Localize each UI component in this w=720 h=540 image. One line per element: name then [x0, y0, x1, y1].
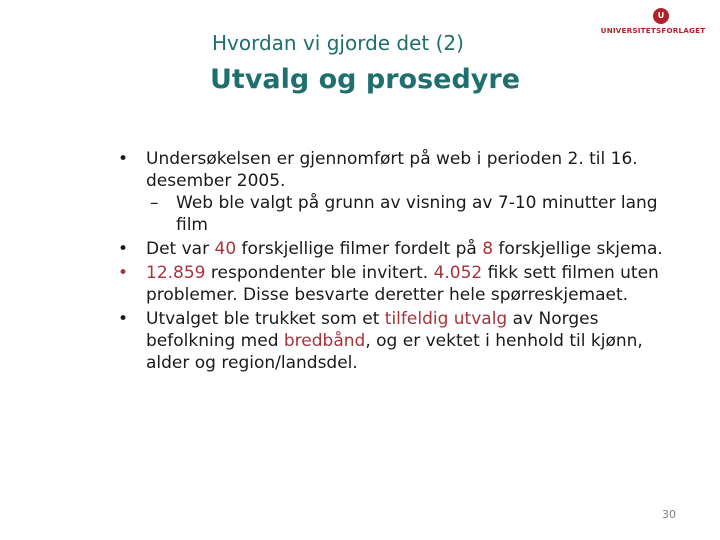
bullet-marker: •: [118, 149, 129, 169]
highlight-phrase: bredbånd: [283, 331, 366, 351]
bullet-text: 12.859 respondenter ble invitert. 4.052 fikk sett filmen uten problemer. Disse besvarte deretter hele spørreskjemaet.: [146, 263, 659, 305]
page-number: 30: [662, 508, 676, 521]
sub-bullet-marker: –: [150, 193, 159, 213]
bullet-text: Utvalget ble trukket som et tilfeldig utvalg av Norges befolkning med bredbånd, og er vektet i henhold til kjønn, alder og region/landsdel.: [146, 309, 643, 373]
bullet-text: Undersøkelsen er gjennomført på web i perioden 2. til 16. desember 2005.: [146, 149, 638, 191]
slide-subtitle: Hvordan vi gjorde det (2): [212, 31, 464, 55]
bullet-item-2: [118, 238, 678, 260]
bullet-marker: •: [118, 239, 129, 259]
highlight-number: 4.052: [433, 263, 483, 283]
logo-text: UNIVERSITETSFORLAGET: [600, 26, 706, 35]
bullet-item-3: [118, 262, 678, 306]
bullet-marker: •: [118, 309, 129, 329]
highlight-number: 8: [482, 239, 494, 259]
highlight-number: 12.859: [146, 263, 206, 283]
logo-mark-icon: U: [653, 8, 669, 24]
bullet-marker: •: [118, 263, 129, 283]
sub-bullet-item: [118, 192, 678, 236]
bullet-list: [118, 148, 678, 374]
slide-title: Utvalg og prosedyre: [210, 64, 521, 95]
bullet-item-4: [118, 308, 678, 374]
highlight-number: 40: [214, 239, 237, 259]
bullet-item-1: [118, 148, 678, 192]
bullet-text: Det var 40 forskjellige filmer fordelt på 8 forskjellige skjema.: [146, 239, 663, 259]
publisher-logo: [597, 8, 707, 36]
sub-bullet-text: Web ble valgt på grunn av visning av 7-10 minutter lang film: [176, 193, 658, 235]
highlight-phrase: tilfeldig utvalg: [384, 309, 508, 329]
